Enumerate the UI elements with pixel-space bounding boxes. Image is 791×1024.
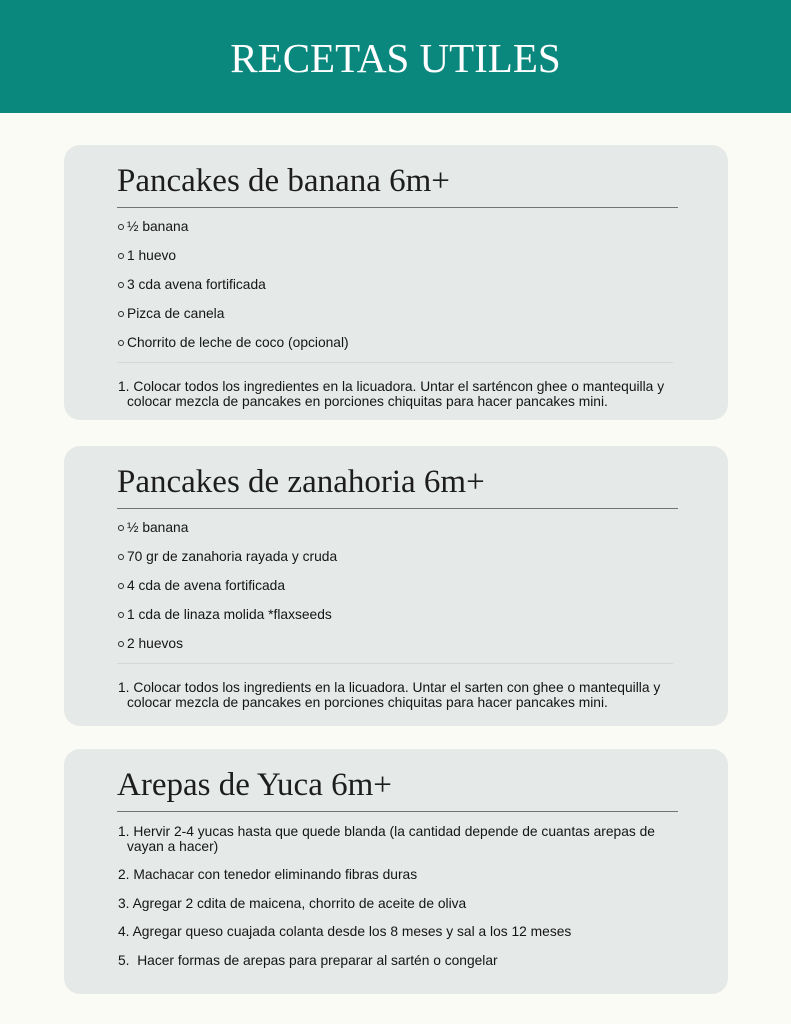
bullet-icon bbox=[118, 282, 124, 288]
ingredient-text: ½ banana bbox=[127, 520, 189, 536]
step-text: Machacar con tenedor eliminando fibras duras bbox=[133, 867, 418, 883]
recipe-card-arepas-yuca bbox=[64, 749, 728, 994]
ingredient-text: Pizca de canela bbox=[127, 306, 225, 322]
step-number: 5. bbox=[118, 952, 130, 968]
step-number: 1. bbox=[118, 679, 130, 695]
ingredient-text: 70 gr de zanahoria rayada y cruda bbox=[127, 549, 338, 565]
recipe-card-pancakes-banana bbox=[64, 145, 728, 420]
recipe-card-content bbox=[117, 162, 678, 410]
step-item bbox=[118, 680, 677, 711]
recipe-title: Pancakes de zanahoria 6m+ bbox=[117, 463, 678, 509]
ingredient-text: 2 huevos bbox=[127, 636, 183, 652]
step-text: Colocar todos los ingredientes en la licuadora. Untar el sarténcon ghee o mantequilla y colocar mezcla de pancakes en porciones chiquitas para hacer pancakes mini. bbox=[127, 378, 668, 410]
step-number: 2. bbox=[118, 867, 130, 883]
ingredient-item bbox=[117, 571, 678, 600]
step-item bbox=[118, 924, 677, 939]
ingredient-item bbox=[117, 241, 678, 270]
step-number: 1. bbox=[118, 378, 130, 394]
ingredient-list bbox=[117, 212, 678, 357]
bullet-icon bbox=[118, 340, 124, 346]
bullet-icon bbox=[118, 311, 124, 317]
page-header bbox=[0, 0, 791, 113]
recipe-card-pancakes-zanahoria bbox=[64, 446, 728, 726]
ingredient-text: 4 cda de avena fortificada bbox=[127, 578, 286, 594]
recipe-title: Arepas de Yuca 6m+ bbox=[117, 766, 678, 812]
step-item bbox=[118, 824, 677, 854]
step-item bbox=[118, 896, 677, 911]
ingredient-item bbox=[117, 299, 678, 328]
bullet-icon bbox=[118, 224, 124, 230]
bullet-icon bbox=[118, 554, 124, 560]
ingredient-item bbox=[117, 600, 678, 629]
step-text: Hervir 2-4 yucas hasta que quede blanda (la cantidad depende de cuantas arepas de vayan a hacer) bbox=[127, 823, 659, 854]
ingredient-item bbox=[117, 513, 678, 542]
section-divider bbox=[117, 663, 673, 664]
step-number: 3. bbox=[118, 895, 130, 911]
recipe-title: Pancakes de banana 6m+ bbox=[117, 162, 678, 208]
bullet-icon bbox=[118, 253, 124, 259]
bullet-icon bbox=[118, 612, 124, 618]
step-list bbox=[117, 680, 678, 711]
bullet-icon bbox=[118, 641, 124, 647]
step-item bbox=[118, 953, 677, 968]
ingredient-item bbox=[117, 212, 678, 241]
step-text: Hacer formas de arepas para preparar al sartén o congelar bbox=[133, 952, 498, 968]
step-list bbox=[117, 379, 678, 410]
ingredient-text: 3 cda avena fortificada bbox=[127, 277, 266, 293]
ingredient-item bbox=[117, 328, 678, 357]
section-divider bbox=[117, 362, 673, 363]
step-text: Agregar queso cuajada colanta desde los 8 meses y sal a los 12 meses bbox=[132, 924, 572, 940]
recipe-card-content bbox=[117, 766, 678, 982]
ingredient-text: Chorrito de leche de coco (opcional) bbox=[127, 335, 349, 351]
ingredient-text: 1 huevo bbox=[127, 248, 177, 264]
step-text: Agregar 2 cdita de maicena, chorrito de aceite de oliva bbox=[132, 895, 467, 911]
step-list bbox=[117, 824, 678, 968]
step-number: 4. bbox=[118, 924, 130, 940]
step-text: Colocar todos los ingredients en la licuadora. Untar el sarten con ghee o mantequilla y colocar mezcla de pancakes en porciones chiquitas para hacer pancakes mini. bbox=[127, 679, 665, 711]
ingredient-text: 1 cda de linaza molida *flaxseeds bbox=[127, 607, 332, 623]
ingredient-text: ½ banana bbox=[127, 219, 189, 235]
step-number: 1. bbox=[118, 823, 130, 839]
step-item bbox=[118, 867, 677, 882]
ingredient-item bbox=[117, 270, 678, 299]
ingredient-item bbox=[117, 542, 678, 571]
recipe-card-content bbox=[117, 463, 678, 711]
bullet-icon bbox=[118, 583, 124, 589]
ingredient-list bbox=[117, 513, 678, 658]
ingredient-item bbox=[117, 629, 678, 658]
step-item bbox=[118, 379, 677, 410]
bullet-icon bbox=[118, 525, 124, 531]
page-title: RECETAS UTILES bbox=[230, 35, 561, 81]
